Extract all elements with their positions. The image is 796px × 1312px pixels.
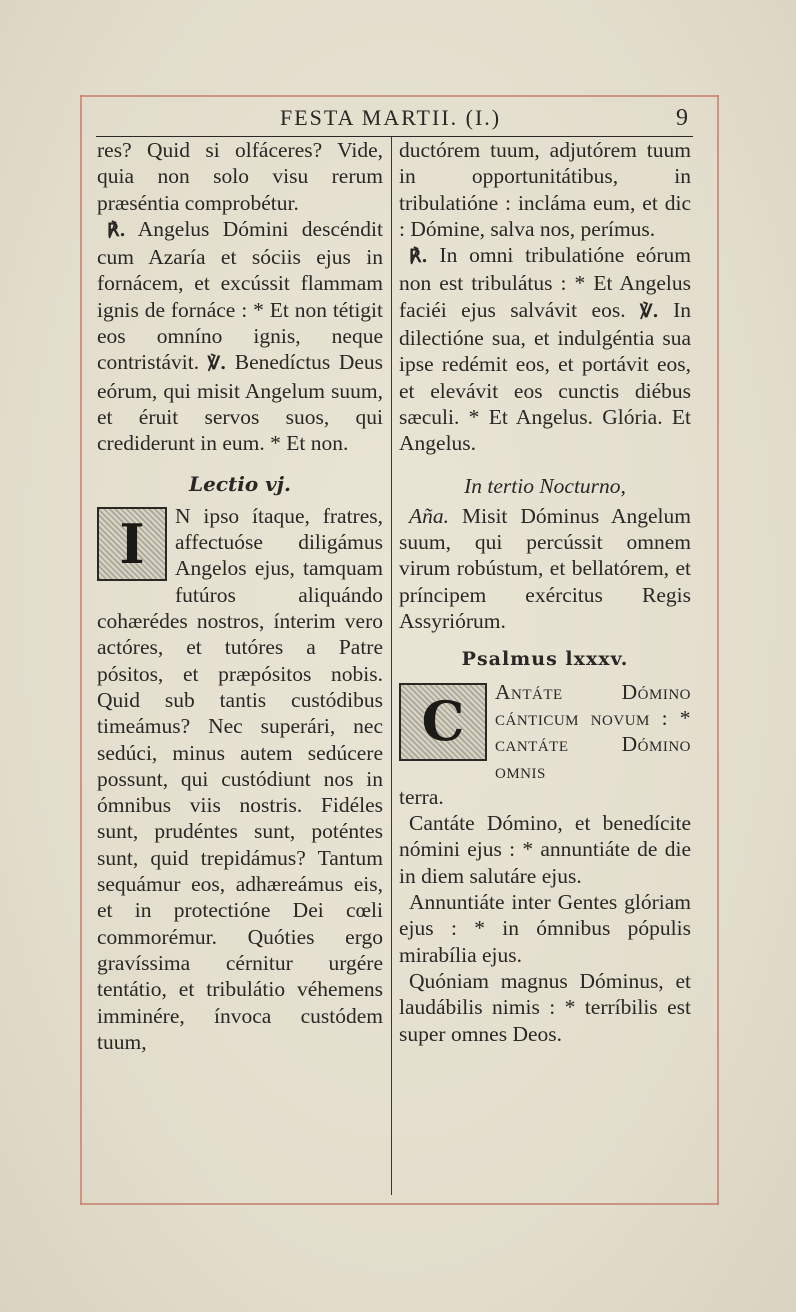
psalm-verse-3: Annuntiáte inter Gentes glóriam ejus : * in ómnibus pópulis mirabília ejus.: [399, 890, 691, 967]
red-frame-top: [80, 95, 719, 97]
psalm-verse-2: Cantáte Dómino, et benedícite nómini ejus : * annuntiáte de die in diem salutáre ejus.: [399, 811, 691, 888]
ornamental-initial-c: C: [399, 683, 487, 761]
column-divider: [391, 137, 392, 1195]
header-title: FESTA MARTII. (I.): [280, 105, 502, 130]
ornamental-initial-i: I: [97, 507, 167, 581]
antiphon-label: Aña.: [409, 503, 450, 528]
responsory-symbol: ℟.: [409, 246, 428, 268]
antiphon: Aña. Misit Dóminus Angelum suum, qui percússit omnem virum robústum, et bellatórem, et príncipem exércitus Regis Assyriórum.: [399, 503, 691, 634]
left-paragraph-1: res? Quid si olfáceres? Vide, quia non solo visu rerum præséntia comprobétur.: [97, 138, 383, 215]
lesson-paragraph: I N ipso ítaque, fratres, affectuóse diligámus Angelos ejus, tamquam futúros aliquándo cohærédes nostros, ínterim vero actóres, et tutóres a Patre pósitos, et præpósitos nobis. Quid sub tantis custódibus timeámus? Nec superári, nec sedúci, minus autem sedúcere possunt, qui custódiunt nos in ómnibus viis nostris. Fidéles sunt, prudéntes sunt, poténtes sunt, quid trepidámus? Tantum sequámur eos, adhæreámus eis, et in protectióne Dei cœli commorémur. Quóties ergo gravíssima cérnitur urgére tentátio, et tribulátio véhemens imminére, ínvoca custódem tuum,: [97, 503, 383, 1054]
responsory-symbol: ℟.: [107, 219, 126, 241]
right-column: [399, 137, 691, 1047]
versicle-symbol: ℣.: [640, 300, 659, 322]
nocturn-heading: In tertio Nocturno,: [464, 473, 626, 498]
psalm-verse-1-end: terra.: [399, 784, 444, 809]
psalm-title: Psalmus lxxxv.: [461, 648, 629, 671]
left-column: [97, 137, 383, 1055]
right-paragraph-1: ductórem tuum, adjutórem tuum in opportunitátibus, in tribulatióne : incláma eum, et dic : Dómine, salva nos, perímus.: [399, 138, 691, 241]
right-responsory: ℟. In omni tribulatióne eórum non est tribulátus : * Et Angelus faciéi ejus salvávit eos. ℣. In dilectióne sua, et indulgéntia sua ipse redémit eos, et portávit eos, et elevávit eos cunctis diébus sæculi. * Et Angelus. Glória. Et Angelus.: [399, 243, 691, 456]
red-frame-right: [717, 95, 719, 1205]
red-frame-bottom: [80, 1203, 719, 1205]
versicle-symbol: ℣.: [207, 353, 227, 375]
psalm-verse-1: C Antáte Dómino cánticum novum : * cantáte Dómino omnis: [399, 679, 691, 784]
psalm-verse-4: Quóniam magnus Dóminus, et laudábilis nimis : * terríbilis est super omnes Deos.: [399, 968, 691, 1046]
left-responsory: ℟. Angelus Dómini descéndit cum Azaría et sóciis ejus in fornácem, et excússit flammam ignis de fornáce : * Et non tétigit eos omníno ignis, neque contristávit. ℣. Benedíctus Deus eórum, qui misit Angelum suum, et éruit servos suos, qui crediderunt in eum. * Et non.: [97, 216, 384, 456]
red-frame-left: [80, 95, 82, 1205]
page-number: 9: [676, 105, 688, 131]
lesson-title: Lectio vj.: [189, 471, 291, 496]
running-header: [96, 103, 688, 135]
